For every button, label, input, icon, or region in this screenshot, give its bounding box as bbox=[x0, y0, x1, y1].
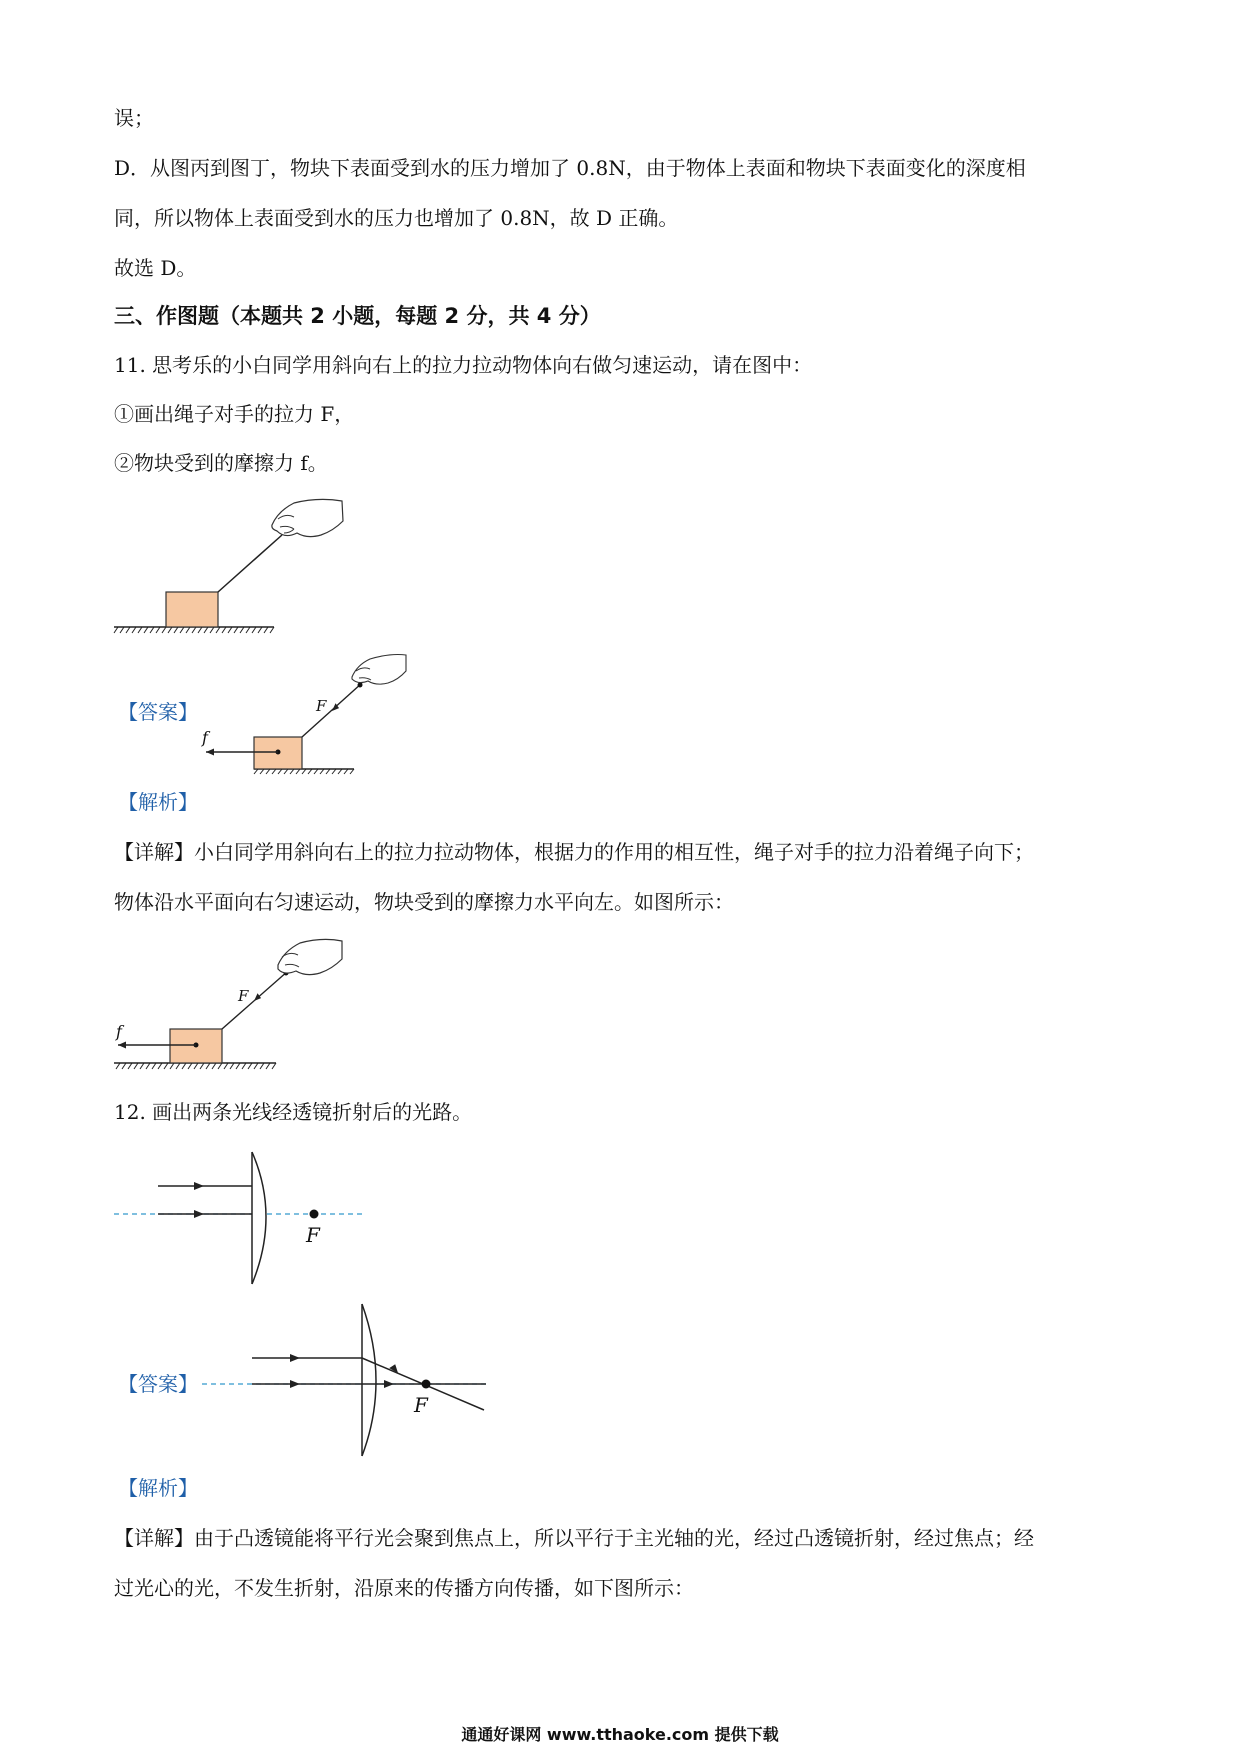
focus-label: F bbox=[414, 1393, 428, 1417]
q12-answer-figure bbox=[200, 1300, 500, 1460]
rope bbox=[218, 535, 282, 592]
hand-icon bbox=[272, 499, 343, 536]
q11-detail-figure bbox=[112, 935, 352, 1075]
text-line: 误； bbox=[114, 106, 154, 130]
q11-detail1: 【详解】小白同学用斜向右上的拉力拉动物体，根据力的作用的相互性，绳子对手的拉力沿着绳子向下； bbox=[114, 840, 1034, 864]
q12-analysis-tag: 【解析】 bbox=[118, 1476, 198, 1500]
q12-detail2: 过光心的光，不发生折射，沿原来的传播方向传播，如下图所示： bbox=[114, 1576, 694, 1600]
q11-detail2: 物体沿水平面向右匀速运动，物块受到的摩擦力水平向左。如图所示： bbox=[114, 890, 734, 914]
section-heading: 三、作图题（本题共 2 小题，每题 2 分，共 4 分） bbox=[114, 304, 601, 328]
q11-answer-tag: 【答案】 bbox=[118, 700, 198, 724]
text-line: 同，所以物体上表面受到水的压力也增加了 0.8N，故 D 正确。 bbox=[114, 206, 679, 230]
q11-item2: ②物块受到的摩擦力 f。 bbox=[114, 451, 328, 475]
text-line: 故选 D。 bbox=[114, 256, 197, 280]
q11-item1: ①画出绳子对手的拉力 F， bbox=[114, 402, 355, 426]
focal-point bbox=[422, 1380, 431, 1389]
hand-icon bbox=[352, 655, 406, 685]
q11-answer-figure bbox=[196, 645, 416, 775]
q12-answer-tag: 【答案】 bbox=[118, 1372, 198, 1396]
force-label: F bbox=[316, 697, 327, 715]
q11-analysis-tag: 【解析】 bbox=[118, 790, 198, 814]
convex-lens bbox=[252, 1152, 266, 1284]
hand-icon bbox=[278, 939, 342, 974]
force-label: F bbox=[238, 987, 249, 1005]
friction-label: f bbox=[202, 728, 208, 747]
focus-label: F bbox=[306, 1223, 320, 1247]
friction-label: f bbox=[116, 1022, 122, 1041]
detail-tag: 【详解】 bbox=[114, 840, 194, 864]
page-footer: 通通好课网 www.tthaoke.com 提供下载 bbox=[461, 1725, 779, 1744]
q12-stem: 12. 画出两条光线经透镜折射后的光路。 bbox=[114, 1100, 473, 1124]
rope bbox=[302, 683, 362, 737]
detail-tag: 【详解】 bbox=[114, 1526, 194, 1550]
convex-lens bbox=[362, 1304, 376, 1456]
q12-question-figure bbox=[112, 1148, 372, 1288]
q11-stem: 11. 思考乐的小白同学用斜向右上的拉力拉动物体向右做匀速运动，请在图中： bbox=[114, 353, 813, 377]
text-line: D．从图丙到图丁，物块下表面受到水的压力增加了 0.8N，由于物体上表面和物块下表面变化的深度相 bbox=[114, 156, 1026, 180]
block bbox=[166, 592, 218, 627]
focal-point bbox=[310, 1210, 319, 1219]
q12-detail1: 【详解】由于凸透镜能将平行光会聚到焦点上，所以平行于主光轴的光，经过凸透镜折射，经过焦点；经 bbox=[114, 1526, 1034, 1550]
q11-question-figure bbox=[112, 495, 352, 635]
